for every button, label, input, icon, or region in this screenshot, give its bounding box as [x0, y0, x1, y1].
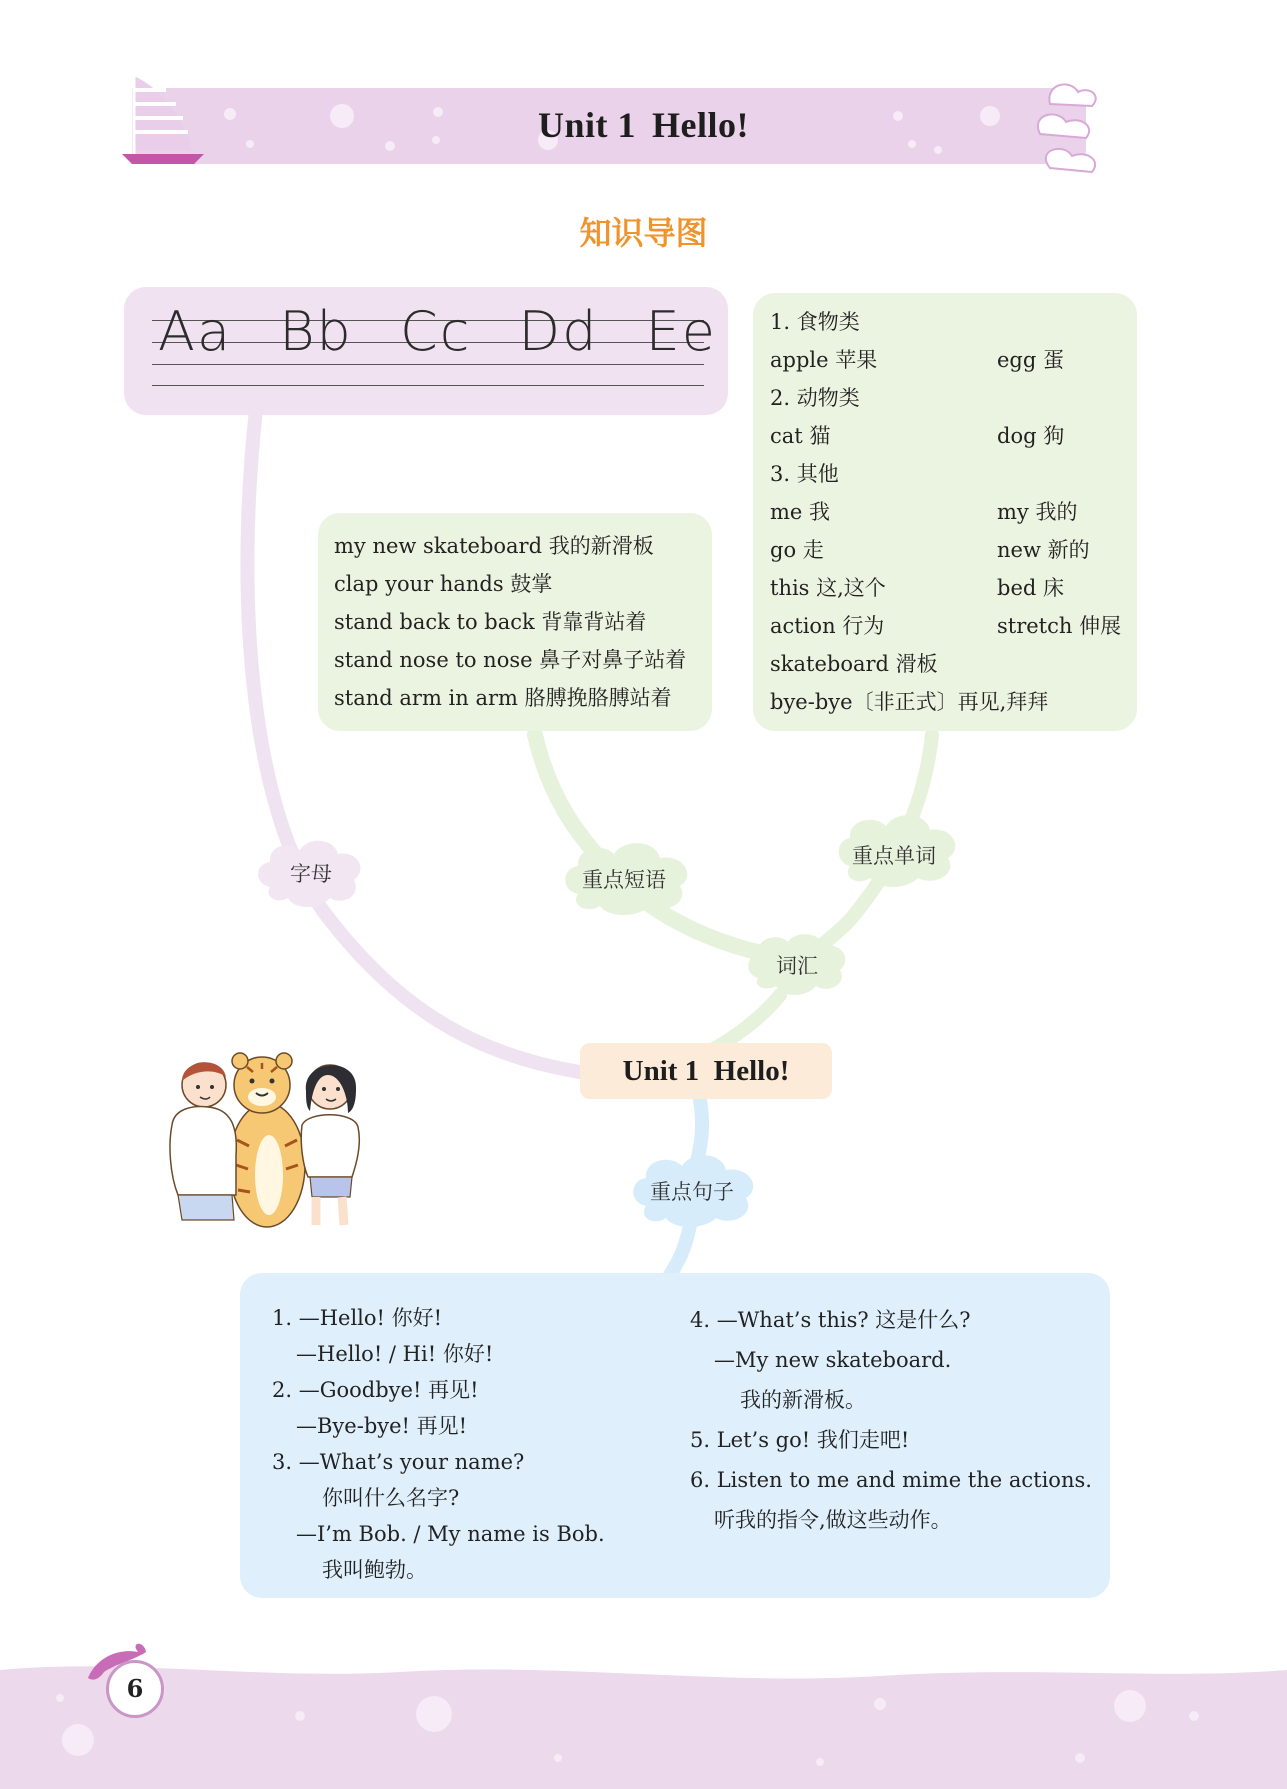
mind-map-title: 知识导图 — [579, 214, 708, 252]
word-row: cat 猫 dog 狗 — [770, 424, 1065, 448]
sentence-line: 5. Let’s go! 我们走吧! — [690, 1428, 910, 1452]
word-row: bye-bye〔非正式〕再见,拜拜 — [770, 690, 1049, 714]
branch-label-phrases: 重点短语 — [582, 868, 666, 892]
sentence-line: —I’m Bob. / My name is Bob. — [296, 1522, 605, 1546]
branch-label-letters: 字母 — [290, 862, 332, 886]
sentence-line: 我叫鲍勃。 — [322, 1558, 427, 1582]
sentence-line: 4. —What’s this? 这是什么? — [690, 1308, 971, 1332]
word-row: apple 苹果 egg 蛋 — [770, 348, 1064, 372]
writing-line — [152, 364, 704, 365]
word-row: action 行为 stretch 伸展 — [770, 614, 1122, 638]
key-words-list — [770, 303, 1122, 721]
key-phrases-list — [334, 527, 686, 717]
alphabet-letters: Aa Bb Cc Dd Ee — [158, 300, 717, 363]
word-row: go 走 new 新的 — [770, 538, 1090, 562]
key-sentences-left — [272, 1300, 605, 1588]
footer-wave — [0, 1650, 1287, 1789]
branch-label-sentences: 重点句子 — [650, 1180, 734, 1204]
word-row: skateboard 滑板 — [770, 652, 938, 676]
word-category-heading: 3. 其他 — [770, 462, 839, 486]
phrase-item: my new skateboard 我的新滑板 — [334, 534, 654, 558]
sentence-line: 2. —Goodbye! 再见! — [272, 1378, 479, 1402]
sentence-line: 3. —What’s your name? — [272, 1450, 525, 1474]
sentence-line: —Hello! / Hi! 你好! — [296, 1342, 494, 1366]
phrase-item: stand back to back 背靠背站着 — [334, 610, 647, 634]
sentence-line: 你叫什么名字? — [322, 1486, 460, 1510]
word-category-heading: 2. 动物类 — [770, 386, 860, 410]
sentence-line: —Bye-bye! 再见! — [296, 1414, 468, 1438]
branch-label-words: 重点单词 — [852, 844, 936, 868]
children-tiger-illustration — [152, 1045, 392, 1230]
word-category-heading: 1. 食物类 — [770, 310, 860, 334]
branch-label-vocab: 词汇 — [776, 954, 818, 978]
page-title: Unit 1 Hello! — [538, 105, 749, 145]
sentence-line: 6. Listen to me and mime the actions. — [690, 1468, 1092, 1492]
sentence-line: 我的新滑板。 — [740, 1388, 866, 1412]
word-row: this 这,这个 bed 床 — [770, 576, 1064, 600]
phrase-item: stand nose to nose 鼻子对鼻子站着 — [334, 648, 687, 672]
phrase-item: stand arm in arm 胳膊挽胳膊站着 — [334, 686, 672, 710]
key-sentences-right — [690, 1300, 1092, 1540]
word-row: me 我 my 我的 — [770, 500, 1078, 524]
sentence-line: 1. —Hello! 你好! — [272, 1306, 443, 1330]
sentence-line: 听我的指令,做这些动作。 — [714, 1508, 952, 1532]
phrase-item: clap your hands 鼓掌 — [334, 572, 553, 596]
center-node: Unit 1 Hello! — [580, 1043, 832, 1099]
page-number: 6 — [106, 1660, 164, 1718]
writing-line — [152, 385, 704, 386]
sentence-line: —My new skateboard. — [714, 1348, 952, 1372]
